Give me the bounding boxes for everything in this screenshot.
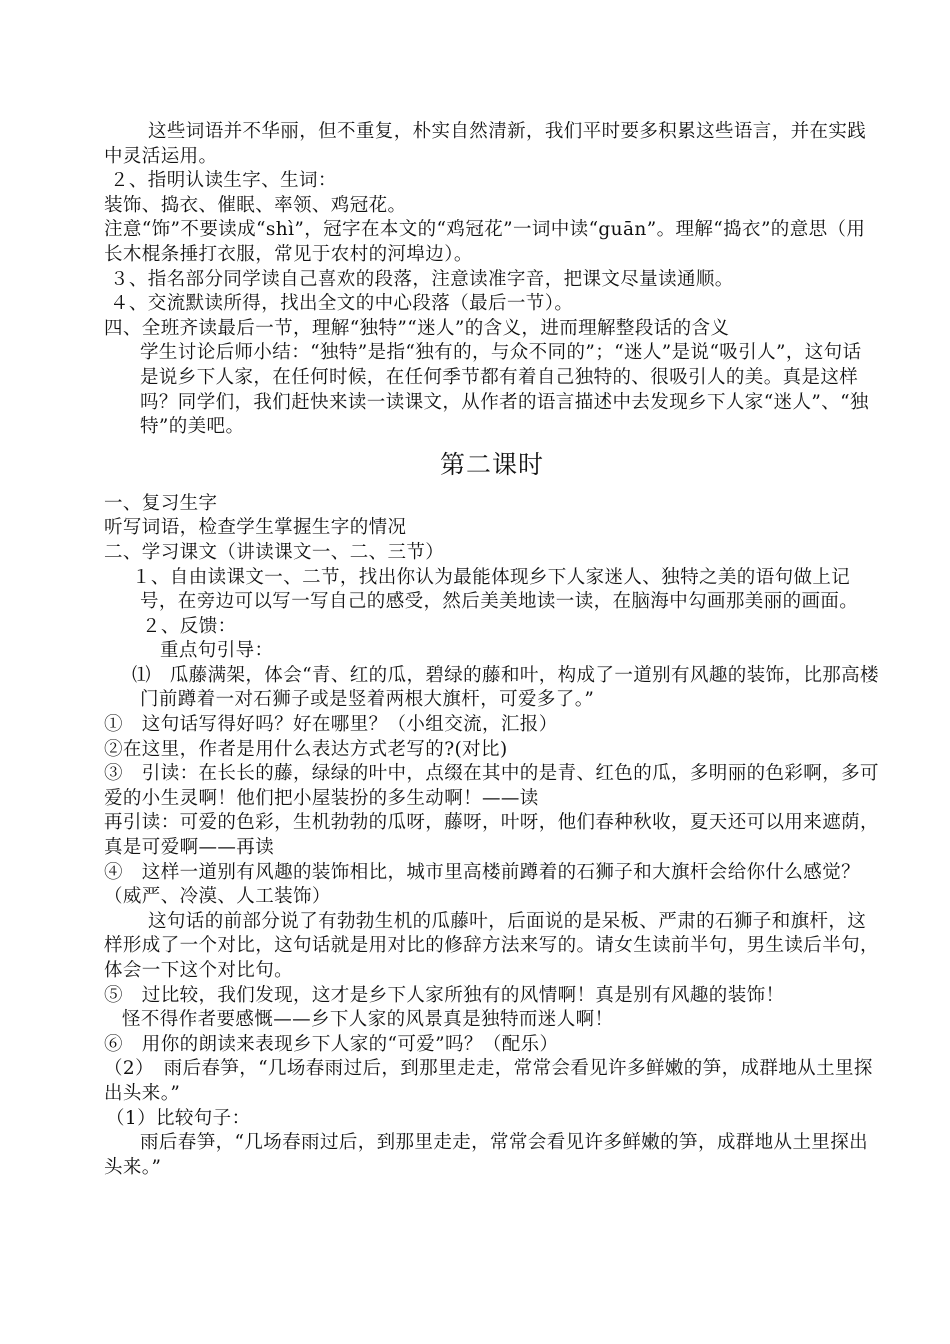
document-page <box>104 120 880 1180</box>
paragraph: 再引读：可爱的色彩，生机勃勃的瓜呀，藤呀，叶呀，他们春种秋收，夏天还可以用来遮荫，真是可爱啊——再读 <box>104 812 879 859</box>
list-item: ⑥ 用你的朗读来表现乡下人家的“可爱”吗？（配乐） <box>104 1033 559 1055</box>
lesson-title: 第二课时 <box>439 449 544 479</box>
paragraph: 注意“饰”不要读成“shì”，冠字在本文的“鸡冠花”一词中读“guān”。理解“捣衣”的意思（用长木棍条捶打衣服，常见于农村的河埠边）。 <box>104 219 866 265</box>
list-item: ２、指明认读生字、生词： <box>110 170 337 192</box>
list-item: ②在这里，作者是用什么表达方式老写的?(对比) <box>104 738 508 760</box>
list-item: （1）比较句子： <box>106 1107 251 1129</box>
list-item: ２、反馈： <box>142 615 237 637</box>
paragraph: 装饰、捣衣、催眠、率领、鸡冠花。 <box>104 194 407 216</box>
list-item: ⑤ 过比较，我们发现，这才是乡下人家所独有的风情啊！真是别有风趣的装饰！ <box>104 984 785 1006</box>
list-item: ③ 引读：在长长的藤，绿绿的叶中，点缀在其中的是青、红色的瓜，多明丽的色彩啊，多可爱的小生灵啊！他们把小屋装扮的多生动啊！——读 <box>104 763 879 809</box>
list-item: ３、指名部分同学读自己喜欢的段落，注意读准字音，把课文尽量读通顺。 <box>110 268 734 290</box>
paragraph: 听写词语，检查学生掌握生字的情况 <box>104 517 407 539</box>
section-heading: 一、复习生字 <box>104 492 218 514</box>
list-item: ① 这句话写得好吗？好在哪里？（小组交流，汇报） <box>104 714 558 736</box>
paragraph: 重点句引导： <box>160 640 274 662</box>
list-item: ④ 这样一道别有风趣的装饰相比，城市里高楼前蹲着的石狮子和大旗杆会给你什么感觉？（威严、冷漠、人工装饰） <box>104 861 861 908</box>
list-item: ４、交流默读所得，找出全文的中心段落（最后一节）。 <box>110 293 574 315</box>
paragraph: 雨后春笋，“几场春雨过后，到那里走走，常常会看见许多鲜嫩的笋，成群地从土里探出头来。” <box>104 1132 869 1178</box>
section-heading: 四、全班齐读最后一节，理解“独特”“迷人”的含义，进而理解整段话的含义 <box>104 317 730 339</box>
section-heading: 二、学习课文（讲读课文一、二、三节） <box>104 541 445 563</box>
paragraph: 学生讨论后师小结：“独特”是指“独有的，与众不同的”；“迷人”是说“吸引人”，这句话是说乡下人家，在任何时候，在任何季节都有着自己独特的、很吸引人的美。真是这样吗？同学们，我们赶快来读一读课文，从作者的语言描述中去发现乡下人家“迷人”、“独特”的美吧。 <box>140 342 869 438</box>
list-item: １、自由读课文一、二节，找出你认为最能体现乡下人家迷人、独特之美的语句做上记号，在旁边可以写一写自己的感受，然后美美地读一读，在脑海中勾画那美丽的画面。 <box>132 566 859 613</box>
paragraph: 这句话的前部分说了有勃勃生机的瓜藤叶，后面说的是呆板、严肃的石狮子和旗杆，这样形成了一个对比，这句话就是用对比的修辞方法来写的。请女生读前半句，男生读后半句，体会一下这个对比句。 <box>104 910 879 981</box>
paragraph: ⑴ 瓜藤满架，体会“青、红的瓜，碧绿的藤和叶，构成了一道别有风趣的装饰，比那高楼门前蹲着一对石狮子或是竖着两根大旗杆，可爱多了。” <box>132 664 879 711</box>
paragraph: 怪不得作者要感慨——乡下人家的风景真是独特而迷人啊！ <box>122 1009 614 1031</box>
paragraph: 这些词语并不华丽，但不重复，朴实自然清新，我们平时要多积累这些语言，并在实践中灵活运用。 <box>104 121 867 167</box>
paragraph: （2） 雨后春笋，“几场春雨过后，到那里走走，常常会看见许多鲜嫩的笋，成群地从土里探出头来。” <box>104 1058 873 1104</box>
